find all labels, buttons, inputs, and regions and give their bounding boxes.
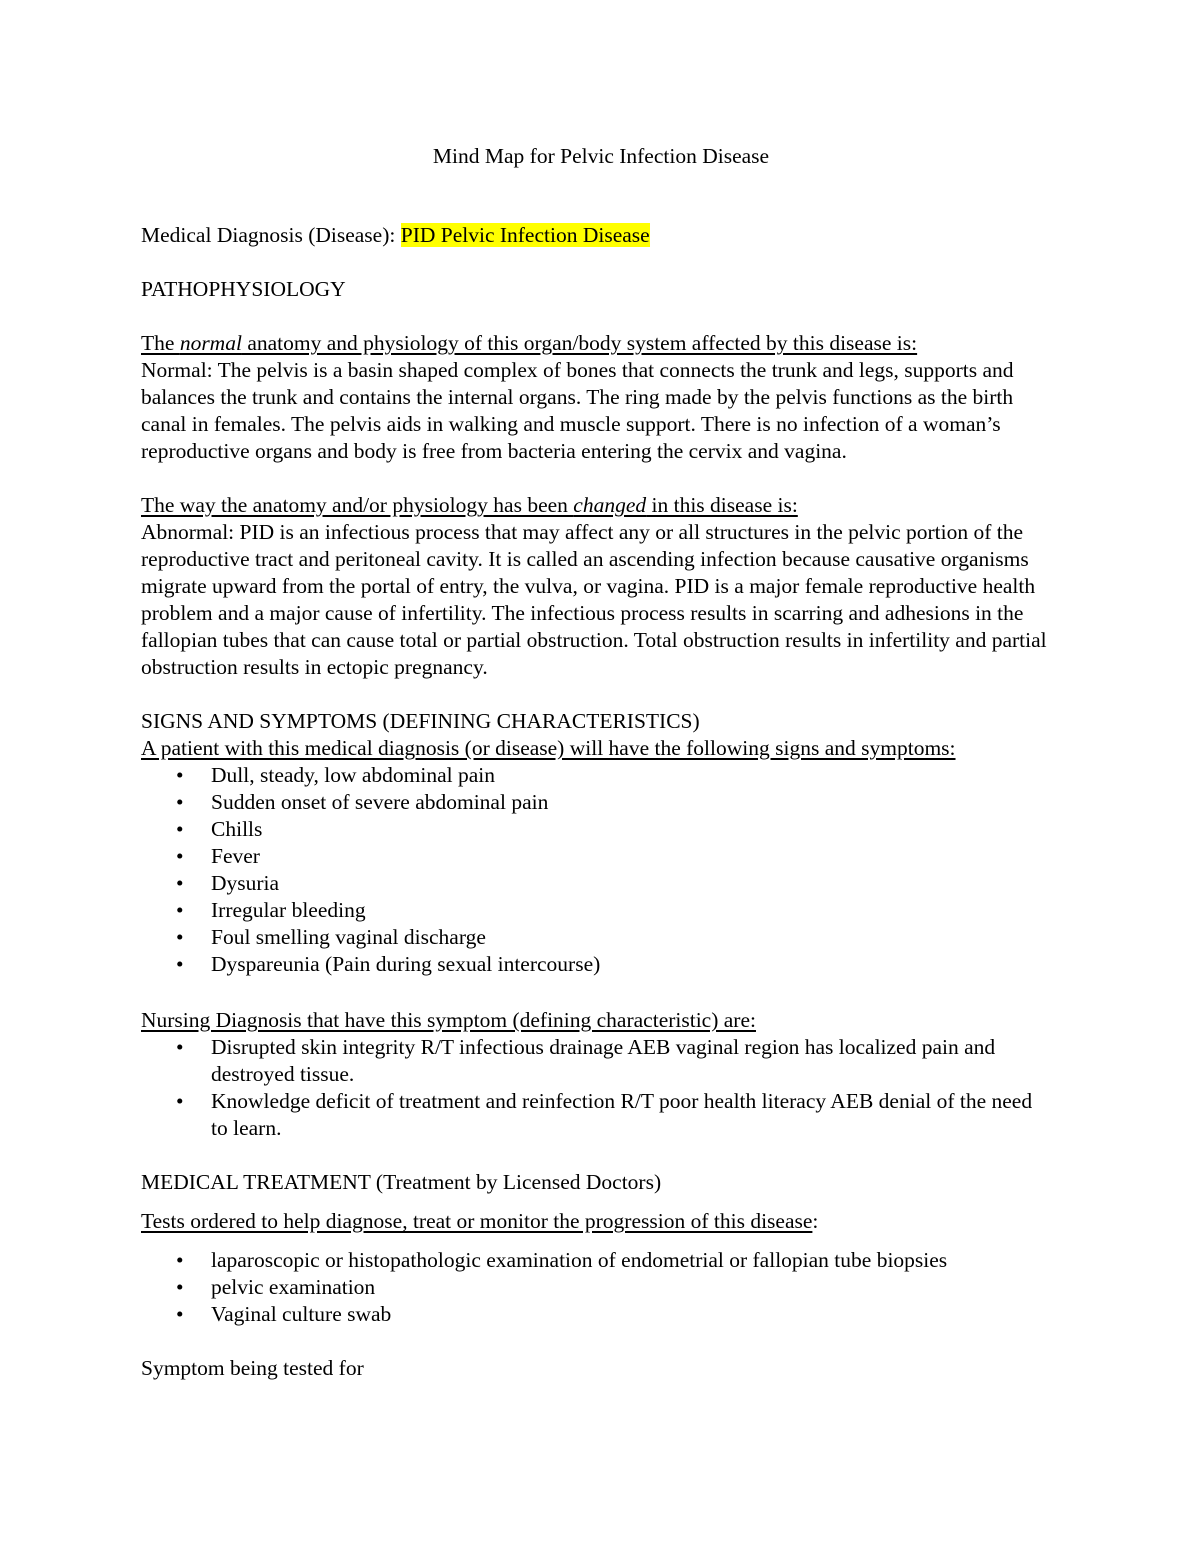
- bullet-icon: •: [176, 1302, 184, 1326]
- list-item: [141, 951, 1061, 978]
- list-item-text: laparoscopic or histopathologic examination of endometrial or fallopian tube biopsies: [211, 1248, 948, 1272]
- signs-symptoms-list: [141, 762, 1061, 978]
- list-item-text: Disrupted skin integrity R/T infectious drainage AEB vaginal region has localized pain and destroyed tissue.: [211, 1035, 996, 1086]
- nursing-diagnosis-prompt: Nursing Diagnosis that have this symptom (defining characteristic) are:: [141, 1008, 756, 1032]
- normal-anatomy-prompt: [141, 330, 1061, 357]
- bullet-icon: •: [176, 817, 184, 841]
- list-item: [141, 843, 1061, 870]
- changed-prompt-post: in this disease is:: [646, 493, 798, 517]
- list-item-text: Fever: [211, 844, 260, 868]
- list-item-text: Knowledge deficit of treatment and reinfection R/T poor health literacy AEB denial of the need to learn.: [211, 1089, 1033, 1140]
- list-item-text: Sudden onset of severe abdominal pain: [211, 790, 549, 814]
- list-item: [141, 1034, 1041, 1088]
- changed-prompt-pre: The way the anatomy and/or physiology has been: [141, 493, 574, 517]
- bullet-icon: •: [176, 1035, 184, 1059]
- pathophysiology-heading: PATHOPHYSIOLOGY: [141, 277, 346, 301]
- bullet-icon: •: [176, 925, 184, 949]
- list-item: [141, 924, 1061, 951]
- signs-symptoms-prompt: A patient with this medical diagnosis (or disease) will have the following signs and symptoms:: [141, 736, 956, 760]
- normal-prompt-emphasis: normal: [179, 331, 242, 355]
- list-item: [141, 897, 1061, 924]
- list-item: [141, 816, 1061, 843]
- tests-ordered-colon: :: [812, 1209, 819, 1233]
- tests-ordered-text: Tests ordered to help diagnose, treat or monitor the progression of this disease: [141, 1209, 813, 1233]
- signs-symptoms-heading: SIGNS AND SYMPTOMS (DEFINING CHARACTERISTICS): [141, 709, 700, 733]
- bullet-icon: •: [176, 844, 184, 868]
- medical-diagnosis-label: Medical Diagnosis (Disease):: [141, 223, 401, 247]
- list-item: [141, 762, 1061, 789]
- nursing-diagnosis-list: [141, 1034, 1041, 1142]
- bullet-icon: •: [176, 1089, 184, 1113]
- list-item-text: Foul smelling vaginal discharge: [211, 925, 486, 949]
- bullet-icon: •: [176, 1275, 184, 1299]
- changed-prompt-emphasis: changed: [573, 493, 647, 517]
- list-item-text: pelvic examination: [211, 1275, 376, 1299]
- medical-diagnosis-value: PID Pelvic Infection Disease: [400, 223, 650, 247]
- normal-anatomy-text: Normal: The pelvis is a basin shaped complex of bones that connects the trunk and legs, supports and balances the trunk and contains the internal organs. The ring made by the pelvis functions as the birth canal in females. The pelvis aids in walking and muscle support. There is no infection of a woman’s reproductive organs and body is free from bacteria entering the cervix and vagina.: [141, 358, 1014, 463]
- abnormal-anatomy-text: Abnormal: PID is an infectious process that may affect any or all structures in the pelvic portion of the reproductive tract and peritoneal cavity. It is called an ascending infection because causative organisms migrate upward from the portal of entry, the vulva, or vagina. PID is a major female reproductive health problem and a major cause of infertility. The infectious process results in scarring and adhesions in the fallopian tubes that can cause total or partial obstruction. Total obstruction results in infertility and partial obstruction results in ectopic pregnancy.: [141, 520, 1047, 679]
- list-item: [141, 1274, 1061, 1301]
- list-item-text: Dull, steady, low abdominal pain: [211, 763, 496, 787]
- bullet-icon: •: [176, 898, 184, 922]
- list-item: [141, 870, 1061, 897]
- list-item-text: Chills: [211, 817, 263, 841]
- bullet-icon: •: [176, 790, 184, 814]
- list-item: [141, 789, 1061, 816]
- list-item-text: Vaginal culture swab: [211, 1302, 392, 1326]
- list-item-text: Dysuria: [211, 871, 280, 895]
- tests-list: [141, 1247, 1061, 1328]
- list-item: [141, 1088, 1041, 1142]
- list-item-text: Dyspareunia (Pain during sexual intercourse): [211, 952, 601, 976]
- document-title: Mind Map for Pelvic Infection Disease: [432, 144, 770, 168]
- normal-prompt-pre: The: [141, 331, 180, 355]
- list-item: [141, 1301, 1061, 1328]
- symptom-tested-label: Symptom being tested for: [141, 1356, 364, 1380]
- medical-treatment-heading: MEDICAL TREATMENT (Treatment by Licensed Doctors): [141, 1170, 662, 1194]
- changed-anatomy-prompt: [141, 492, 1061, 519]
- medical-diagnosis-line: [141, 222, 1061, 249]
- normal-prompt-post: anatomy and physiology of this organ/body system affected by this disease is:: [241, 331, 918, 355]
- bullet-icon: •: [176, 1248, 184, 1272]
- bullet-icon: •: [176, 763, 184, 787]
- tests-ordered-prompt: [141, 1208, 1061, 1235]
- list-item-text: Irregular bleeding: [211, 898, 366, 922]
- bullet-icon: •: [176, 871, 184, 895]
- list-item: [141, 1247, 1061, 1274]
- bullet-icon: •: [176, 952, 184, 976]
